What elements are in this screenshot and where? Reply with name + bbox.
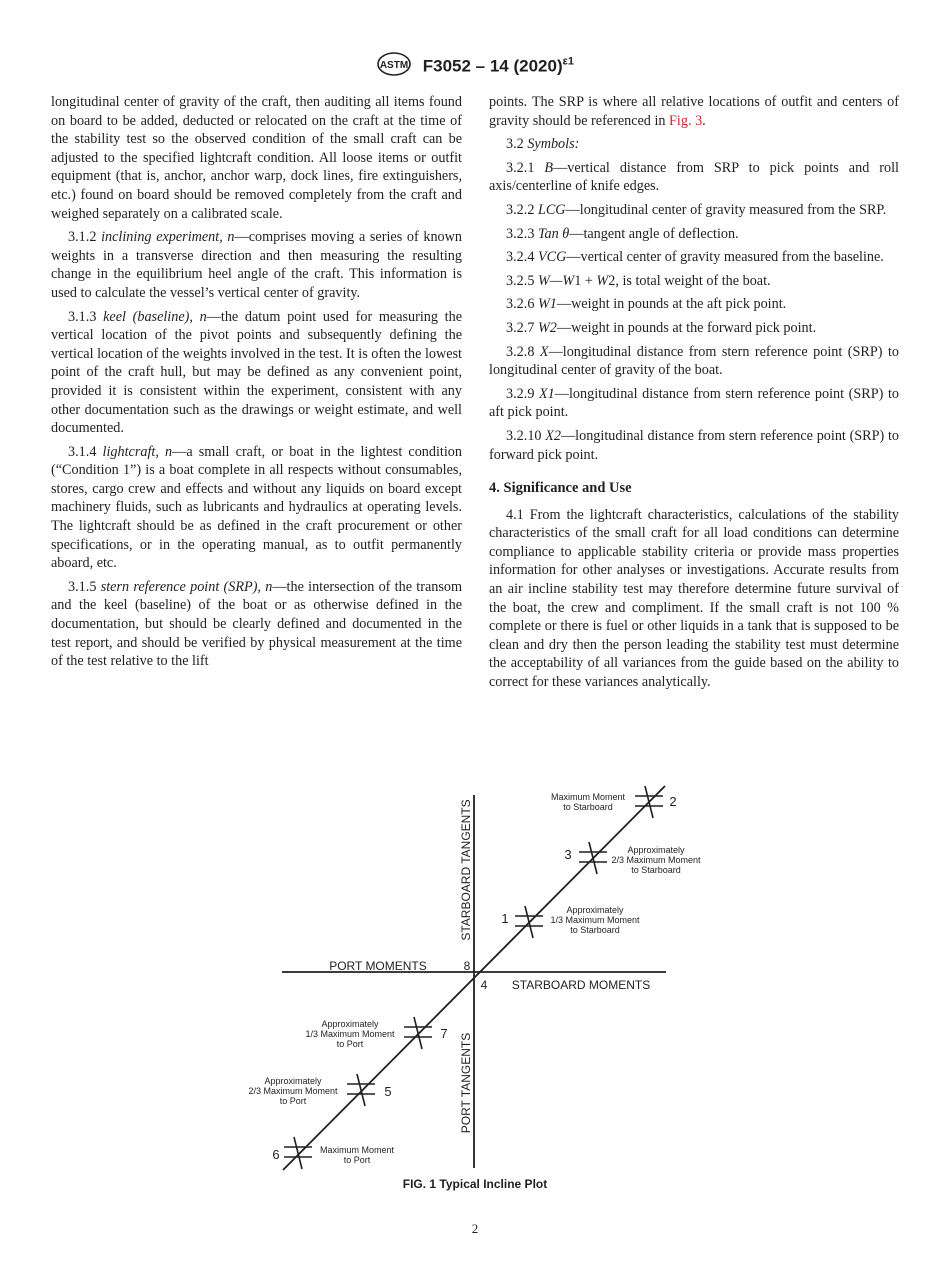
paragraph-4-1: 4.1 From the lightcraft characteristics, calculations of the stability characteristics of the small craft for all load conditions can determine compliance to applicable stability criteria or provide mass properties information for other analyses or investigations. Accurate results from an air incline stability test may therefore determine future survival of the boat, the crew and compliment. If the small craft is not 100 % complete or there is fuel or other liquids in a tank that is supposed to be clean and dry then the person leading the stability test must determine the acceptability of all variances from the guide based on the ability to correct for these variances analytically.	[489, 506, 899, 691]
data-point-label: Approximately 1/3 Maximum Moment to Port	[305, 1019, 395, 1049]
symbols-heading: 3.2 Symbols:	[506, 136, 580, 153]
left-column	[51, 93, 462, 676]
axis-label-starboard-moments: STARBOARD MOMENTS	[511, 978, 651, 992]
symbol-w2: 3.2.7 W2—weight in pounds at the forward pick point.	[506, 319, 817, 336]
definition-keel-baseline: 3.1.3 keel (baseline), n—the datum point used for measuring the vertical location of the pivot points and subsequently defining the vertical location of the weights involved in the test. It is often the lowest point of the craft hull, but may be defined as any convenient point, provided it is consistent within the experiment, consistent with any other documentation such as the drawings or weight estimate, and well documented.	[51, 308, 462, 437]
data-point-label: Approximately 2/3 Maximum Moment to Port	[248, 1076, 338, 1106]
paragraph: points. The SRP is where all relative locations of outfit and centers of gravity should be referenced in Fig. 3.	[489, 94, 899, 129]
symbol-x1: 3.2.9 X1—longitudinal distance from stern reference point (SRP) to aft pick point.	[489, 385, 900, 421]
data-point-number: 2	[669, 794, 677, 809]
origin-label-bottom: 4	[480, 978, 488, 992]
data-point-number: 3	[564, 847, 572, 862]
figure-link[interactable]: Fig. 3	[669, 112, 703, 129]
origin-label-top: 8	[463, 959, 471, 973]
data-point-label: Approximately 2/3 Maximum Moment to Starboard	[611, 845, 701, 875]
definition-lightcraft: 3.1.4 lightcraft, n—a small craft, or boat in the lightest condition (“Condition 1”) is a boat complete in all respects without consumables, stores, cargo crew and effects and without any liquids on board except machinery fluids, such as lubricants and hydraulics at operating levels. The lightcraft should be as defined in the craft procurement or other specifications, or in the operating manual, as to outfit permanently aboard, etc.	[51, 443, 462, 572]
data-point-label: Approximately 1/3 Maximum Moment to Starboard	[550, 905, 640, 935]
axis-label-starboard-tangents: STARBOARD TANGENTS	[459, 799, 473, 941]
incline-plot-figure	[0, 770, 950, 1190]
document-header	[0, 52, 950, 81]
symbol-x2: 3.2.10 X2—longitudinal distance from stern reference point (SRP) to forward pick point.	[489, 427, 900, 463]
symbol-b: 3.2.1 B—vertical distance from SRP to pick points and roll axis/centerline of knife edges.	[489, 159, 899, 195]
axis-label-port-moments: PORT MOMENTS	[329, 959, 427, 973]
symbol-w: 3.2.5 W—W1 + W2, is total weight of the boat.	[506, 272, 771, 289]
data-point-number: 7	[440, 1026, 448, 1041]
definition-inclining-experiment: 3.1.2 inclining experiment, n—comprises moving a series of known weights in a transverse direction and then measuring the resulting change in the equilibrium heel angle of the craft. This information is used to calculate the vessel’s vertical center of gravity.	[51, 229, 462, 301]
astm-logo	[376, 52, 412, 81]
axis-label-port-tangents: PORT TANGENTS	[459, 1032, 473, 1134]
document-code: F3052 – 14 (2020)	[422, 56, 563, 76]
data-point-number: 5	[384, 1084, 392, 1099]
document-code-superscript: ε1	[562, 55, 574, 68]
symbol-tan-theta: 3.2.3 Tan θ—tangent angle of deflection.	[506, 225, 739, 242]
data-point-label: Maximum Moment to Port	[319, 1145, 395, 1165]
data-point-number: 6	[272, 1147, 280, 1162]
definition-stern-reference-point: 3.1.5 stern reference point (SRP), n—the intersection of the transom and the keel (baseline) of the boat or as otherwise defined in the documentation, but should be clearly defined and documented in the test report, and should be verified by physical measurement at the time of the test relative to the lift	[51, 578, 462, 670]
data-point-label: Maximum Moment to Starboard	[550, 792, 626, 812]
data-point-number: 1	[501, 911, 509, 926]
symbol-lcg: 3.2.2 LCG—longitudinal center of gravity measured from the SRP.	[506, 201, 887, 218]
page-number: 2	[471, 1221, 479, 1236]
symbol-vcg: 3.2.4 VCG—vertical center of gravity measured from the baseline.	[506, 249, 884, 266]
symbol-x: 3.2.8 X—longitudinal distance from stern reference point (SRP) to longitudinal center of gravity of the boat.	[489, 343, 899, 379]
figure-caption: FIG. 1 Typical Incline Plot	[402, 1177, 548, 1191]
paragraph: longitudinal center of gravity of the craft, then auditing all items found on board to be added, deducted or relocated on the craft at the time of the stability test so the observed condition of the small craft can be adjusted to the specified lightcraft condition. All loose items or outfit equipment (that is, anchor, anchor warp, dock lines, fire extinguishers, etc.) found on board should be removed completely from the craft and weighed separately on a calibrated scale.	[51, 94, 462, 222]
section-heading: 4. Significance and Use	[489, 480, 632, 497]
incline-plot	[0, 770, 950, 1190]
right-column	[489, 93, 899, 697]
symbol-w1: 3.2.6 W1—weight in pounds at the aft pick point.	[506, 296, 787, 313]
svg-text:ASTM: ASTM	[379, 60, 409, 71]
